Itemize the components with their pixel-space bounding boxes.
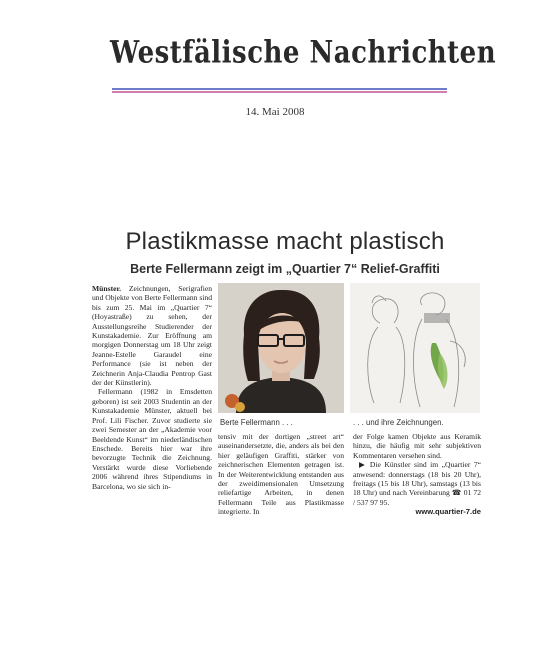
dateline: Münster.: [92, 284, 122, 293]
paragraph: [92, 284, 212, 387]
issue-date: 14. Mai 2008: [245, 106, 305, 118]
photo-caption-drawings: . . . und ihre Zeichnungen.: [353, 418, 444, 427]
masthead-rule-pink: [112, 91, 447, 93]
masthead: Westfälische Nachrichten: [110, 35, 497, 71]
article-headline: Plastikmasse macht plastisch: [125, 228, 445, 255]
artist-portrait-photo: [218, 283, 344, 413]
photo-caption-portrait: Berte Fellermann . . .: [220, 418, 293, 427]
paragraph-text: Zeichnungen, Serigrafien und Objekte von Berte Fellermann sind bis zum 25. Mai im „Quartier 7“ (Hoyastraße) zu sehen, der Ausstellungsreihe Studierender der Kunstakademie. Zur Eröffnung am morgigen Donnerstag um 18 Uhr zeigt Jeanne-Estelle Garaudel eine Performance (sie ist neben der Zeichnerin Anja-Claudia Pentrop Gast der der Künstlerin).: [92, 284, 212, 388]
article-subhead: Berte Fellermann zeigt im „Quartier 7“ Relief-Graffiti: [130, 262, 440, 276]
article-column-2: [218, 432, 344, 556]
paragraph: der Folge kamen Objekte aus Keramik hinzu, die häufig mit sehr subjektiven Kommentaren versehen sind.: [353, 432, 481, 460]
website-link[interactable]: www.quartier-7.de: [415, 507, 481, 517]
article-column-1: [92, 284, 212, 556]
info-box: ▶ Die Künstler sind im „Quartier 7“ anwesend: donnerstags (18 bis 20 Uhr), freitags (15 bis 18 Uhr), samstags (13 bis 18 Uhr) und nach Vereinbarung ☎ 01 72 / 537 97 95.: [353, 460, 481, 507]
website-line: [353, 507, 481, 516]
paragraph: tensiv mit der dortigen „street art“ auseinandersetzte, die, anders als bei den hier geläufigen Graffiti, stärker von zeichnerischen Elementen getragen ist. In der Weiterentwicklung entstanden aus der zweidimensionalen Umsetzung reliefartige Arbeiten, in denen Fellermann Teile aus Plastikmasse integrierte. In: [218, 432, 344, 517]
masthead-rule-blue: [112, 88, 447, 90]
article-column-3: [353, 432, 481, 556]
artist-drawings-photo: [350, 283, 480, 413]
paragraph: Fellermann (1982 in Emsdetten geboren) ist seit 2003 Studentin an der Kunstakademie Münster, aktuell bei Prof. Lili Fischer. Zuvor studierte sie zwei Semester an der „Akademie voor Beeldende Kunst“ im niederländischen Enschede. Bereits hier war ihre bevorzugte Technik die Zeichnung. Verstärkt wurde diese Vorliebende 2006 während ihres Stipendiums in Barcelona, wo sie sich in-: [92, 387, 212, 491]
